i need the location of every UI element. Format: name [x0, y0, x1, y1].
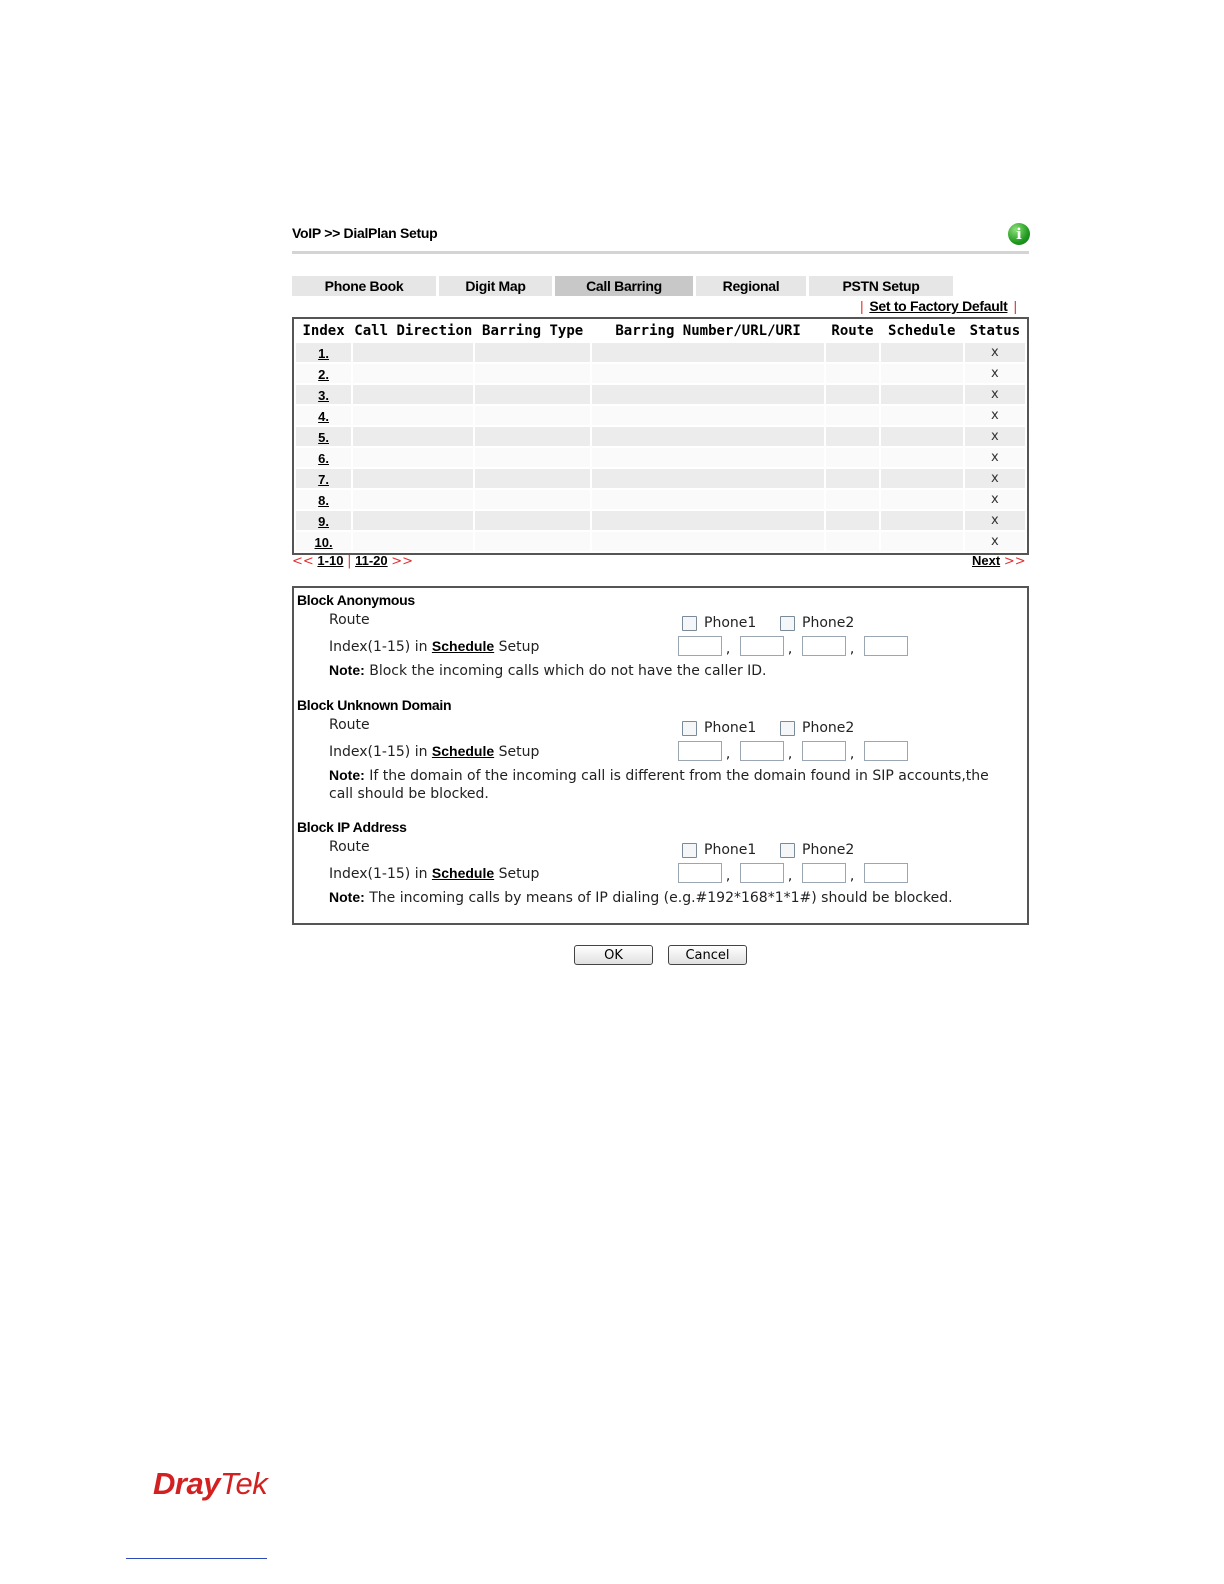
index-suffix: Setup — [498, 744, 540, 760]
column-header-barring-type: Barring Type — [482, 323, 584, 339]
tab-call-barring[interactable]: Call Barring — [555, 276, 693, 296]
index-cell — [296, 427, 351, 446]
info-icon[interactable]: i — [1008, 223, 1030, 245]
status-cell: x — [965, 364, 1025, 383]
column-header-route: Route — [831, 323, 874, 339]
barring-number-cell — [592, 532, 825, 551]
schedule-index-input-4[interactable] — [864, 636, 908, 656]
ok-button[interactable]: OK — [574, 945, 653, 965]
next-page-link[interactable]: Next — [972, 553, 1001, 568]
schedule-index-input-2[interactable] — [740, 863, 784, 883]
schedule-index-label — [329, 638, 539, 655]
comma-separator: , — [850, 642, 855, 657]
separator: | — [860, 298, 864, 314]
status-cell: x — [965, 532, 1025, 551]
block-anonymous-note — [329, 661, 767, 680]
schedule-index-input-1[interactable] — [678, 863, 722, 883]
comma-separator: , — [726, 869, 731, 884]
barring-type-cell — [475, 427, 589, 446]
table-header-row — [296, 321, 1025, 341]
comma-separator: , — [726, 642, 731, 657]
schedule-cell — [881, 385, 963, 404]
phone2-checkbox[interactable] — [780, 843, 795, 858]
phone1-label: Phone1 — [704, 615, 757, 631]
index-link[interactable]: 5. — [318, 430, 329, 445]
barring-number-cell — [592, 448, 825, 467]
route-cell — [826, 343, 878, 362]
index-link[interactable]: 8. — [318, 493, 329, 508]
barring-number-cell — [592, 385, 825, 404]
index-link[interactable]: 6. — [318, 451, 329, 466]
comma-separator: , — [788, 747, 793, 762]
barring-type-cell — [475, 364, 589, 383]
index-link[interactable]: 9. — [318, 514, 329, 529]
table-row — [296, 448, 1025, 467]
barring-type-cell — [475, 385, 589, 404]
page-range-1-10-link[interactable]: 1-10 — [317, 553, 344, 568]
comma-separator: , — [726, 747, 731, 762]
index-link[interactable]: 3. — [318, 388, 329, 403]
table-row — [296, 406, 1025, 425]
schedule-cell — [881, 343, 963, 362]
call-direction-cell — [353, 511, 473, 530]
barring-number-cell — [592, 427, 825, 446]
status-cell: x — [965, 343, 1025, 362]
tab-regional[interactable]: Regional — [696, 276, 806, 296]
column-header-schedule: Schedule — [887, 323, 956, 339]
column-header-index: Index — [302, 323, 345, 339]
route-cell — [826, 385, 878, 404]
barring-type-cell — [475, 406, 589, 425]
barring-number-cell — [592, 469, 825, 488]
note-text: The incoming calls by means of IP dialing (e.g.#192*168*1*1#) should be blocked. — [369, 890, 953, 906]
schedule-index-input-4[interactable] — [864, 863, 908, 883]
pager-ranges — [292, 553, 413, 569]
status-cell: x — [965, 427, 1025, 446]
page-range-11-20-link[interactable]: 11-20 — [355, 553, 388, 568]
barring-number-cell — [592, 490, 825, 509]
index-suffix: Setup — [498, 866, 540, 882]
schedule-index-input-3[interactable] — [802, 741, 846, 761]
separator: | — [347, 554, 352, 569]
barring-number-cell — [592, 364, 825, 383]
index-cell — [296, 385, 351, 404]
route-cell — [826, 469, 878, 488]
comma-separator: , — [788, 869, 793, 884]
phone1-checkbox[interactable] — [682, 843, 697, 858]
index-cell — [296, 511, 351, 530]
index-cell — [296, 469, 351, 488]
schedule-cell — [881, 448, 963, 467]
phone2-label: Phone2 — [802, 842, 855, 858]
call-direction-cell — [353, 448, 473, 467]
column-header-barring-number: Barring Number/URL/URI — [615, 323, 801, 339]
schedule-link[interactable]: Schedule — [431, 743, 495, 759]
schedule-cell — [881, 427, 963, 446]
factory-default-area — [860, 298, 1017, 314]
index-suffix: Setup — [498, 639, 540, 655]
note-text-line2: call should be blocked. — [329, 786, 489, 802]
route-label: Route — [329, 717, 370, 733]
schedule-index-input-1[interactable] — [678, 741, 722, 761]
schedule-index-input-2[interactable] — [740, 741, 784, 761]
index-prefix: Index(1-15) in — [329, 866, 428, 882]
index-link[interactable]: 4. — [318, 409, 329, 424]
route-cell — [826, 532, 878, 551]
barring-type-cell — [475, 343, 589, 362]
block-ip-address-note — [329, 888, 953, 907]
note-label: Note: — [329, 767, 365, 783]
status-cell: x — [965, 385, 1025, 404]
call-barring-table — [292, 317, 1029, 555]
phone1-checkbox[interactable] — [682, 721, 697, 736]
title-divider — [292, 251, 1029, 254]
index-link[interactable]: 7. — [318, 472, 329, 487]
block-unknown-domain-note — [329, 766, 1024, 803]
phone1-checkbox[interactable] — [682, 616, 697, 631]
pager-next — [972, 553, 1026, 569]
call-direction-cell — [353, 532, 473, 551]
call-direction-cell — [353, 343, 473, 362]
next-arrows: >> — [391, 554, 414, 569]
schedule-cell — [881, 406, 963, 425]
schedule-index-input-1[interactable] — [678, 636, 722, 656]
barring-type-cell — [475, 490, 589, 509]
route-cell — [826, 448, 878, 467]
set-factory-default-link[interactable]: Set to Factory Default — [869, 298, 1008, 314]
tab-bar — [292, 276, 956, 296]
index-link[interactable]: 1. — [318, 346, 329, 361]
call-direction-cell — [353, 364, 473, 383]
index-cell — [296, 448, 351, 467]
schedule-link[interactable]: Schedule — [431, 638, 495, 654]
table-row — [296, 427, 1025, 446]
blocking-options-panel — [292, 586, 1029, 925]
phone2-label: Phone2 — [802, 720, 855, 736]
barring-type-cell — [475, 448, 589, 467]
note-label: Note: — [329, 662, 365, 678]
route-label: Route — [329, 612, 370, 628]
table-row — [296, 469, 1025, 488]
phone2-checkbox[interactable] — [780, 616, 795, 631]
barring-number-cell — [592, 511, 825, 530]
index-prefix: Index(1-15) in — [329, 639, 428, 655]
table-row — [296, 490, 1025, 509]
route-label: Route — [329, 839, 370, 855]
schedule-link[interactable]: Schedule — [431, 865, 495, 881]
index-cell — [296, 406, 351, 425]
phone2-label: Phone2 — [802, 615, 855, 631]
phone1-label: Phone1 — [704, 720, 757, 736]
column-header-status: Status — [969, 323, 1021, 339]
block-unknown-domain-title: Block Unknown Domain — [297, 697, 452, 713]
note-text: If the domain of the incoming call is different from the domain found in SIP accounts,the — [369, 768, 989, 784]
status-cell: x — [965, 469, 1025, 488]
index-cell — [296, 490, 351, 509]
cancel-button[interactable]: Cancel — [668, 945, 747, 965]
draytek-logo — [153, 1466, 267, 1502]
tab-phone-book[interactable]: Phone Book — [292, 276, 436, 296]
barring-number-cell — [592, 406, 825, 425]
route-cell — [826, 490, 878, 509]
index-prefix: Index(1-15) in — [329, 744, 428, 760]
schedule-cell — [881, 490, 963, 509]
call-direction-cell — [353, 427, 473, 446]
block-anonymous-title: Block Anonymous — [297, 592, 415, 608]
status-cell: x — [965, 406, 1025, 425]
schedule-index-label — [329, 865, 539, 882]
next-arrows: >> — [1003, 554, 1026, 569]
comma-separator: , — [850, 747, 855, 762]
schedule-index-input-3[interactable] — [802, 636, 846, 656]
table-row — [296, 532, 1025, 551]
separator: | — [1013, 298, 1017, 314]
route-cell — [826, 364, 878, 383]
index-cell — [296, 532, 351, 551]
barring-number-cell — [592, 343, 825, 362]
call-direction-cell — [353, 385, 473, 404]
index-cell — [296, 343, 351, 362]
comma-separator: , — [788, 642, 793, 657]
column-header-call-direction: Call Direction — [354, 323, 473, 339]
table-row — [296, 511, 1025, 530]
route-cell — [826, 427, 878, 446]
status-cell: x — [965, 490, 1025, 509]
phone2-checkbox[interactable] — [780, 721, 795, 736]
block-ip-address-title: Block IP Address — [297, 819, 407, 835]
logo-part1: Dray — [153, 1466, 220, 1501]
table-row — [296, 385, 1025, 404]
status-cell: x — [965, 448, 1025, 467]
schedule-index-input-2[interactable] — [740, 636, 784, 656]
schedule-index-input-4[interactable] — [864, 741, 908, 761]
comma-separator: , — [850, 869, 855, 884]
page-title: VoIP >> DialPlan Setup — [292, 225, 438, 241]
call-direction-cell — [353, 490, 473, 509]
schedule-cell — [881, 511, 963, 530]
index-cell — [296, 364, 351, 383]
tab-digit-map[interactable]: Digit Map — [439, 276, 552, 296]
call-direction-cell — [353, 469, 473, 488]
status-cell: x — [965, 511, 1025, 530]
table-row — [296, 343, 1025, 362]
schedule-cell — [881, 364, 963, 383]
phone1-label: Phone1 — [704, 842, 757, 858]
prev-arrows: << — [292, 554, 314, 569]
schedule-index-label — [329, 743, 539, 760]
barring-type-cell — [475, 532, 589, 551]
table-row — [296, 364, 1025, 383]
index-link[interactable]: 10. — [314, 535, 333, 550]
route-cell — [826, 511, 878, 530]
barring-type-cell — [475, 469, 589, 488]
note-label: Note: — [329, 889, 365, 905]
footer-line — [126, 1558, 267, 1559]
schedule-cell — [881, 532, 963, 551]
call-direction-cell — [353, 406, 473, 425]
index-link[interactable]: 2. — [318, 367, 329, 382]
schedule-cell — [881, 469, 963, 488]
note-text: Block the incoming calls which do not have the caller ID. — [369, 663, 767, 679]
route-cell — [826, 406, 878, 425]
logo-part2: Tek — [219, 1466, 268, 1501]
tab-pstn-setup[interactable]: PSTN Setup — [809, 276, 953, 296]
barring-type-cell — [475, 511, 589, 530]
schedule-index-input-3[interactable] — [802, 863, 846, 883]
